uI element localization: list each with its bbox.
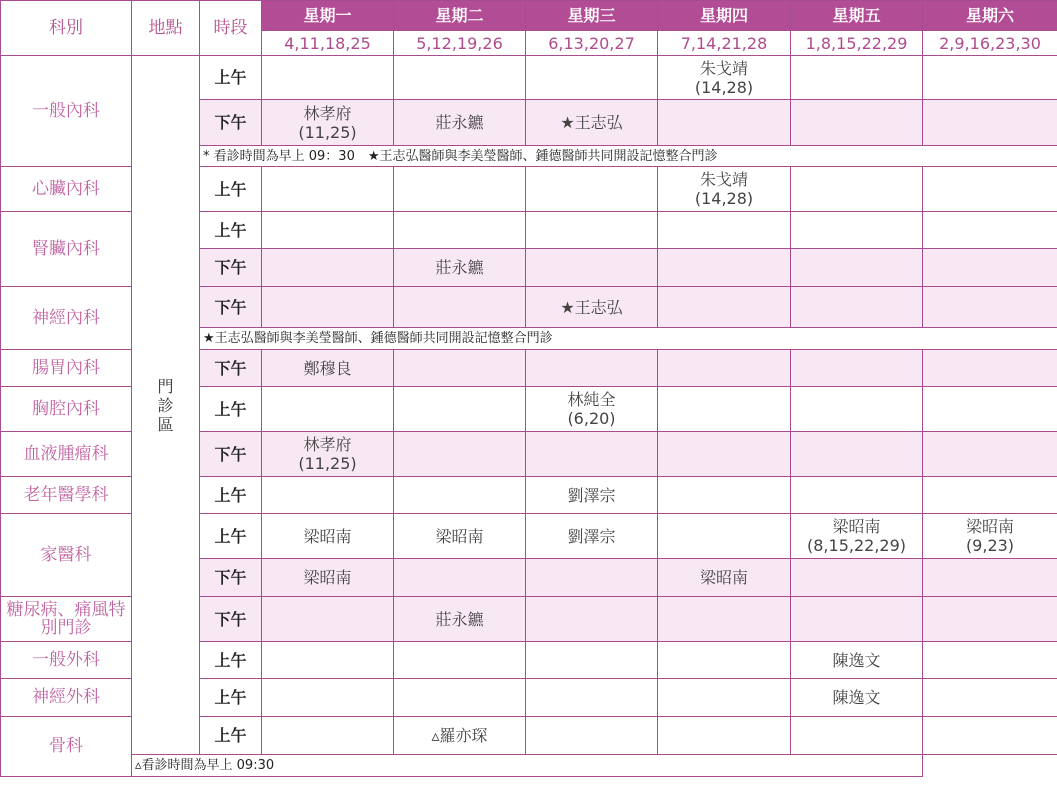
schedule-cell [923, 559, 1057, 597]
slot-pm: 下午 [200, 287, 262, 328]
schedule-cell: ★王志弘 [526, 287, 658, 328]
schedule-cell [791, 597, 923, 642]
dept-geriatrics: 老年醫學科 [1, 477, 132, 514]
schedule-cell [923, 249, 1057, 287]
dept-general-surgery: 一般外科 [1, 642, 132, 679]
slot-am: 上午 [200, 167, 262, 212]
dept-nephrology: 腎臟內科 [1, 212, 132, 287]
schedule-cell [394, 642, 526, 679]
schedule-cell: 林孝府 (11,25) [262, 100, 394, 146]
schedule-cell: 劉澤宗 [526, 514, 658, 559]
header-dates-thu: 7,14,21,28 [658, 31, 791, 56]
slot-pm: 下午 [200, 432, 262, 477]
schedule-cell: 陳逸文 [791, 642, 923, 679]
schedule-cell [526, 432, 658, 477]
schedule-cell [262, 387, 394, 432]
schedule-cell: ★王志弘 [526, 100, 658, 146]
schedule-cell [923, 167, 1057, 212]
dept-gastro: 腸胃內科 [1, 350, 132, 387]
slot-pm: 下午 [200, 249, 262, 287]
schedule-cell [923, 350, 1057, 387]
schedule-cell [394, 167, 526, 212]
schedule-cell: 莊永鑣 [394, 249, 526, 287]
schedule-cell [791, 100, 923, 146]
header-dates-tue: 5,12,19,26 [394, 31, 526, 56]
schedule-cell [791, 249, 923, 287]
header-location: 地點 [132, 1, 200, 56]
schedule-cell [791, 559, 923, 597]
schedule-cell [394, 432, 526, 477]
header-dept: 科別 [1, 1, 132, 56]
schedule-cell [658, 642, 791, 679]
schedule-cell [262, 212, 394, 249]
schedule-cell [791, 717, 923, 755]
schedule-cell [923, 56, 1057, 100]
note-general-internal: * 看診時間為早上 09：30 ★王志弘醫師與李美瑩醫師、鍾德醫師共同開設記憶整合門診 [200, 146, 1057, 167]
header-day-sat: 星期六 [923, 1, 1057, 31]
schedule-cell [923, 477, 1057, 514]
slot-am: 上午 [200, 56, 262, 100]
schedule-cell: 梁昭南 [262, 514, 394, 559]
slot-am: 上午 [200, 387, 262, 432]
schedule-cell [526, 679, 658, 717]
schedule-cell [262, 642, 394, 679]
slot-pm: 下午 [200, 100, 262, 146]
header-day-wed: 星期三 [526, 1, 658, 31]
schedule-cell [658, 249, 791, 287]
schedule-cell [658, 514, 791, 559]
schedule-cell [923, 212, 1057, 249]
note-orthopedics: ▵看診時間為早上 09:30 [132, 755, 923, 777]
schedule-cell: 梁昭南 [658, 559, 791, 597]
schedule-cell [791, 56, 923, 100]
schedule-cell [526, 597, 658, 642]
header-day-mon: 星期一 [262, 1, 394, 31]
schedule-cell [658, 387, 791, 432]
schedule-cell [658, 679, 791, 717]
schedule-cell: 朱戈靖 (14,28) [658, 56, 791, 100]
schedule-cell [658, 432, 791, 477]
schedule-cell [526, 212, 658, 249]
schedule-cell: 朱戈靖 (14,28) [658, 167, 791, 212]
slot-am: 上午 [200, 212, 262, 249]
schedule-cell [658, 477, 791, 514]
schedule-cell [923, 387, 1057, 432]
schedule-cell [923, 642, 1057, 679]
dept-neurology: 神經內科 [1, 287, 132, 350]
slot-am: 上午 [200, 477, 262, 514]
schedule-cell: 梁昭南 [262, 559, 394, 597]
schedule-cell [394, 679, 526, 717]
schedule-cell [394, 212, 526, 249]
schedule-cell: 林孝府 (11,25) [262, 432, 394, 477]
schedule-cell: 莊永鑣 [394, 100, 526, 146]
schedule-cell: 梁昭南 [394, 514, 526, 559]
dept-hemato-oncology: 血液腫瘤科 [1, 432, 132, 477]
schedule-cell [526, 167, 658, 212]
schedule-cell: 莊永鑣 [394, 597, 526, 642]
schedule-cell [923, 717, 1057, 755]
dept-cardiology: 心臟內科 [1, 167, 132, 212]
dept-diabetes-gout: 糖尿病、痛風特別門診 [1, 597, 132, 642]
schedule-cell [658, 350, 791, 387]
schedule-cell [262, 56, 394, 100]
schedule-cell [791, 212, 923, 249]
slot-am: 上午 [200, 642, 262, 679]
schedule-cell [923, 432, 1057, 477]
header-dates-fri: 1,8,15,22,29 [791, 31, 923, 56]
schedule-cell [394, 387, 526, 432]
slot-am: 上午 [200, 717, 262, 755]
slot-pm: 下午 [200, 350, 262, 387]
schedule-cell [526, 559, 658, 597]
location-clinic-area [132, 56, 200, 755]
schedule-cell [791, 167, 923, 212]
schedule-cell: 梁昭南 (8,15,22,29) [791, 514, 923, 559]
slot-pm: 下午 [200, 597, 262, 642]
schedule-cell [262, 717, 394, 755]
schedule-cell [262, 249, 394, 287]
note-neurology: ★王志弘醫師與李美瑩醫師、鍾德醫師共同開設記憶整合門診 [200, 328, 1057, 350]
schedule-cell [658, 717, 791, 755]
schedule-cell [526, 717, 658, 755]
schedule-cell [791, 350, 923, 387]
slot-am: 上午 [200, 514, 262, 559]
dept-chest: 胸腔內科 [1, 387, 132, 432]
schedule-cell [262, 167, 394, 212]
schedule-cell [526, 350, 658, 387]
schedule-cell [791, 287, 923, 328]
schedule-cell [791, 432, 923, 477]
dept-family-medicine: 家醫科 [1, 514, 132, 597]
schedule-cell [791, 477, 923, 514]
schedule-cell [923, 100, 1057, 146]
schedule-cell: 梁昭南 (9,23) [923, 514, 1057, 559]
dept-orthopedics: 骨科 [1, 717, 132, 777]
dept-general-internal: 一般內科 [1, 56, 132, 167]
schedule-cell [394, 56, 526, 100]
schedule-cell [526, 642, 658, 679]
schedule-cell [262, 477, 394, 514]
schedule-cell [658, 287, 791, 328]
schedule-cell [262, 679, 394, 717]
schedule-cell [262, 597, 394, 642]
schedule-cell [262, 287, 394, 328]
schedule-cell [791, 387, 923, 432]
schedule-cell: 陳逸文 [791, 679, 923, 717]
schedule-cell [658, 597, 791, 642]
schedule-cell [526, 249, 658, 287]
dept-neurosurgery: 神經外科 [1, 679, 132, 717]
header-day-fri: 星期五 [791, 1, 923, 31]
header-day-tue: 星期二 [394, 1, 526, 31]
schedule-cell [394, 477, 526, 514]
slot-am: 上午 [200, 679, 262, 717]
header-dates-sat: 2,9,16,23,30 [923, 31, 1057, 56]
slot-pm: 下午 [200, 559, 262, 597]
header-dates-mon: 4,11,18,25 [262, 31, 394, 56]
schedule-cell: 林純全 (6,20) [526, 387, 658, 432]
schedule-cell [923, 287, 1057, 328]
schedule-cell: 鄭穆良 [262, 350, 394, 387]
schedule-cell: ▵羅亦琛 [394, 717, 526, 755]
schedule-cell [923, 597, 1057, 642]
schedule-cell [394, 350, 526, 387]
schedule-cell [526, 56, 658, 100]
header-dates-wed: 6,13,20,27 [526, 31, 658, 56]
location-label: 門診區 [157, 376, 174, 434]
schedule-cell: 劉澤宗 [526, 477, 658, 514]
header-period: 時段 [200, 1, 262, 56]
schedule-cell [394, 559, 526, 597]
schedule-cell [394, 287, 526, 328]
header-day-thu: 星期四 [658, 1, 791, 31]
schedule-cell [658, 100, 791, 146]
schedule-cell [923, 679, 1057, 717]
schedule-cell [658, 212, 791, 249]
